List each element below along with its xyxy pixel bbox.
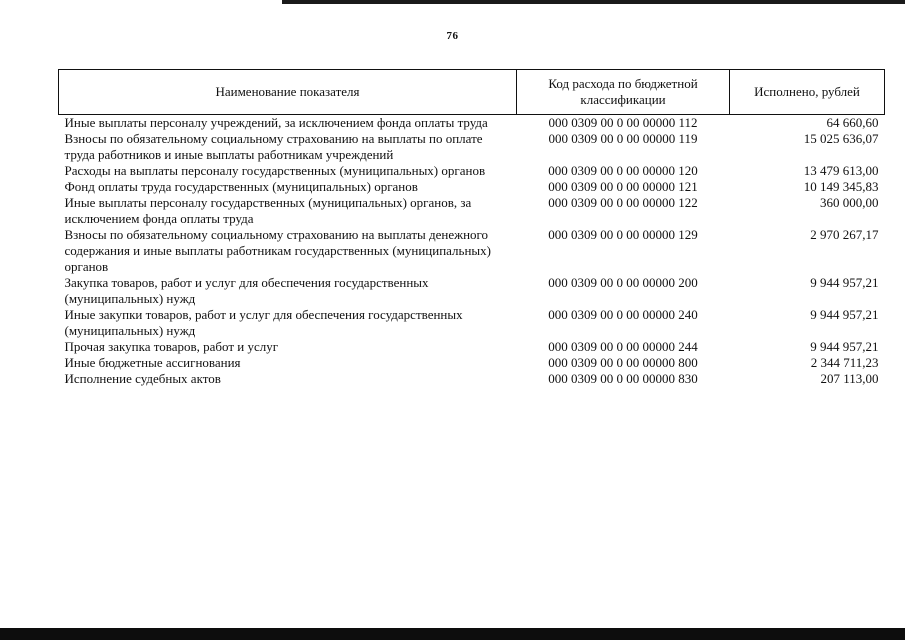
row-code: 000 0309 00 0 00 00000 200	[548, 275, 698, 290]
row-name: Иные бюджетные ассигнования	[64, 355, 241, 370]
table-row	[59, 179, 885, 195]
row-code: 000 0309 00 0 00 00000 112	[548, 115, 698, 130]
table-row	[59, 227, 885, 275]
table-row	[59, 339, 885, 355]
row-amount: 360 000,00	[820, 195, 879, 210]
header-amount: Исполнено, рублей	[730, 70, 885, 115]
row-code: 000 0309 00 0 00 00000 122	[548, 195, 698, 210]
table-row	[59, 195, 885, 227]
row-code: 000 0309 00 0 00 00000 240	[548, 307, 698, 322]
row-code: 000 0309 00 0 00 00000 129	[548, 227, 698, 242]
table-header-row	[59, 70, 885, 115]
row-amount: 9 944 957,21	[810, 275, 879, 290]
table-row	[59, 275, 885, 307]
table-row	[59, 355, 885, 371]
row-amount: 9 944 957,21	[810, 307, 879, 322]
row-name: Взносы по обязательному социальному страхованию на выплаты денежного содержания и иные выплаты работникам государственных (муниципальных) органов	[64, 227, 491, 274]
row-name: Фонд оплаты труда государственных (муниципальных) органов	[64, 179, 418, 194]
row-name: Иные выплаты персоналу государственных (муниципальных) органов, за исключением фонда оплаты труда	[64, 195, 472, 226]
bottom-rule	[0, 628, 905, 640]
row-code: 000 0309 00 0 00 00000 800	[548, 355, 698, 370]
row-amount: 2 970 267,17	[810, 227, 879, 242]
row-code: 000 0309 00 0 00 00000 119	[548, 131, 698, 146]
row-code: 000 0309 00 0 00 00000 244	[548, 339, 698, 354]
row-amount: 10 149 345,83	[803, 179, 879, 194]
row-name: Закупка товаров, работ и услуг для обеспечения государственных (муниципальных) нужд	[64, 275, 429, 306]
row-name: Иные выплаты персоналу учреждений, за исключением фонда оплаты труда	[64, 115, 488, 130]
row-amount: 15 025 636,07	[803, 131, 879, 146]
table-row	[59, 307, 885, 339]
row-amount: 2 344 711,23	[810, 355, 879, 370]
table-row	[59, 115, 885, 132]
table-row	[59, 163, 885, 179]
row-amount: 207 113,00	[820, 371, 879, 386]
table-row	[59, 131, 885, 163]
top-rule	[282, 0, 905, 4]
row-name: Прочая закупка товаров, работ и услуг	[64, 339, 279, 354]
row-code: 000 0309 00 0 00 00000 830	[548, 371, 698, 386]
row-code: 000 0309 00 0 00 00000 121	[548, 179, 698, 194]
row-amount: 64 660,60	[826, 115, 879, 130]
header-code: Код расхода по бюджетной классификации	[517, 70, 730, 115]
row-name: Исполнение судебных актов	[64, 371, 221, 386]
page-number: 76	[446, 30, 459, 42]
row-name: Иные закупки товаров, работ и услуг для обеспечения государственных (муниципальных) нужд	[64, 307, 463, 338]
row-code: 000 0309 00 0 00 00000 120	[548, 163, 698, 178]
table-row	[59, 371, 885, 387]
row-name: Взносы по обязательному социальному страхованию на выплаты по оплате труда работников и иные выплаты работникам учреждений	[64, 131, 483, 162]
expenditure-table	[58, 69, 885, 387]
row-amount: 13 479 613,00	[803, 163, 879, 178]
header-name: Наименование показателя	[59, 70, 517, 115]
row-name: Расходы на выплаты персоналу государственных (муниципальных) органов	[64, 163, 486, 178]
row-amount: 9 944 957,21	[810, 339, 879, 354]
